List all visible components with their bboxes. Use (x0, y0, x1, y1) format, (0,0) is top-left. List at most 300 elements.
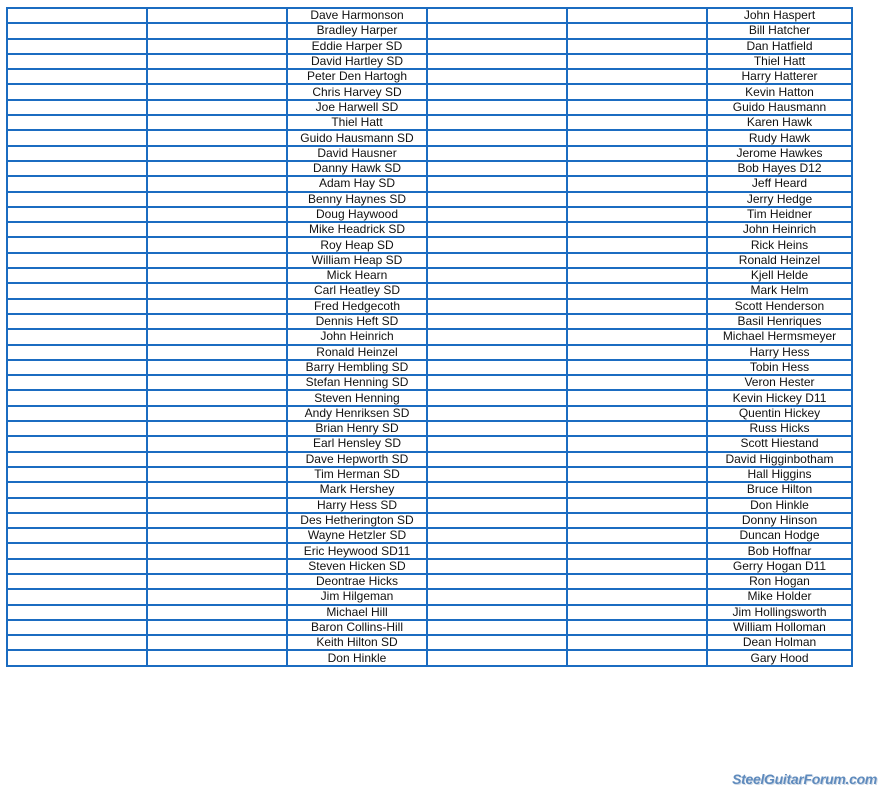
empty-cell (427, 130, 567, 145)
name-cell-left: Dave Harmonson (287, 8, 427, 23)
table-row (7, 574, 852, 589)
empty-cell (427, 421, 567, 436)
name-cell-right: Rudy Hawk (707, 130, 852, 145)
empty-cell (7, 345, 147, 360)
name-cell-left: Baron Collins-Hill (287, 620, 427, 635)
name-cell-right: Gary Hood (707, 650, 852, 665)
name-cell-right: Harry Hatterer (707, 69, 852, 84)
empty-cell (427, 574, 567, 589)
empty-cell (7, 650, 147, 665)
name-cell-right: Kevin Hatton (707, 84, 852, 99)
table-row (7, 115, 852, 130)
empty-cell (147, 406, 287, 421)
table-row (7, 237, 852, 252)
name-cell-right: Thiel Hatt (707, 54, 852, 69)
table-row (7, 39, 852, 54)
table-row (7, 605, 852, 620)
name-cell-left: Jim Hilgeman (287, 589, 427, 604)
empty-cell (147, 84, 287, 99)
empty-cell (427, 482, 567, 497)
name-cell-right: Dan Hatfield (707, 39, 852, 54)
empty-cell (7, 452, 147, 467)
name-cell-left: Adam Hay SD (287, 176, 427, 191)
name-cell-left: Bradley Harper (287, 23, 427, 38)
name-cell-right: William Holloman (707, 620, 852, 635)
name-cell-left: Michael Hill (287, 605, 427, 620)
empty-cell (427, 513, 567, 528)
table-row (7, 513, 852, 528)
empty-cell (427, 467, 567, 482)
empty-cell (427, 436, 567, 451)
name-cell-left: Carl Heatley SD (287, 283, 427, 298)
name-cell-right: Jeff Heard (707, 176, 852, 191)
empty-cell (567, 115, 707, 130)
empty-cell (7, 498, 147, 513)
empty-cell (147, 237, 287, 252)
name-cell-right: Ronald Heinzel (707, 253, 852, 268)
empty-cell (427, 146, 567, 161)
empty-cell (147, 452, 287, 467)
empty-cell (567, 574, 707, 589)
empty-cell (427, 268, 567, 283)
table-row (7, 635, 852, 650)
name-cell-right: Basil Henriques (707, 314, 852, 329)
empty-cell (7, 84, 147, 99)
name-cell-left: Barry Hembling SD (287, 360, 427, 375)
name-cell-right: Duncan Hodge (707, 528, 852, 543)
name-cell-right: Rick Heins (707, 237, 852, 252)
table-row (7, 283, 852, 298)
empty-cell (427, 543, 567, 558)
empty-cell (147, 375, 287, 390)
name-cell-right: Gerry Hogan D11 (707, 559, 852, 574)
name-cell-left: Dennis Heft SD (287, 314, 427, 329)
empty-cell (147, 146, 287, 161)
empty-cell (147, 23, 287, 38)
table-row (7, 452, 852, 467)
empty-cell (147, 161, 287, 176)
name-cell-left: Andy Henriksen SD (287, 406, 427, 421)
empty-cell (567, 390, 707, 405)
empty-cell (147, 574, 287, 589)
name-cell-left: Chris Harvey SD (287, 84, 427, 99)
empty-cell (427, 390, 567, 405)
name-cell-right: Guido Hausmann (707, 100, 852, 115)
empty-cell (567, 207, 707, 222)
name-cell-right: Russ Hicks (707, 421, 852, 436)
table-row (7, 268, 852, 283)
table-row (7, 299, 852, 314)
name-cell-left: Eric Heywood SD11 (287, 543, 427, 558)
empty-cell (7, 482, 147, 497)
empty-cell (7, 39, 147, 54)
name-cell-right: Scott Hiestand (707, 436, 852, 451)
name-cell-left: Stefan Henning SD (287, 375, 427, 390)
empty-cell (147, 268, 287, 283)
empty-cell (567, 161, 707, 176)
empty-cell (7, 299, 147, 314)
table-row (7, 23, 852, 38)
table-row (7, 345, 852, 360)
empty-cell (567, 498, 707, 513)
table-row (7, 528, 852, 543)
empty-cell (147, 436, 287, 451)
name-cell-left: Thiel Hatt (287, 115, 427, 130)
empty-cell (147, 543, 287, 558)
empty-cell (567, 237, 707, 252)
name-cell-left: Mark Hershey (287, 482, 427, 497)
empty-cell (147, 130, 287, 145)
name-cell-right: Jerry Hedge (707, 192, 852, 207)
empty-cell (147, 299, 287, 314)
empty-cell (7, 635, 147, 650)
name-cell-left: Earl Hensley SD (287, 436, 427, 451)
empty-cell (427, 54, 567, 69)
name-cell-right: Donny Hinson (707, 513, 852, 528)
table-row (7, 329, 852, 344)
empty-cell (567, 482, 707, 497)
name-cell-right: Michael Hermsmeyer (707, 329, 852, 344)
empty-cell (567, 283, 707, 298)
empty-cell (427, 345, 567, 360)
table-row (7, 161, 852, 176)
site-watermark-logo: SteelGuitarForum.com (732, 771, 877, 787)
empty-cell (567, 100, 707, 115)
empty-cell (147, 8, 287, 23)
empty-cell (147, 69, 287, 84)
name-cell-left: Peter Den Hartogh (287, 69, 427, 84)
empty-cell (7, 390, 147, 405)
table-row (7, 467, 852, 482)
empty-cell (7, 559, 147, 574)
name-cell-left: Doug Haywood (287, 207, 427, 222)
empty-cell (567, 543, 707, 558)
empty-cell (7, 207, 147, 222)
name-cell-right: Mark Helm (707, 283, 852, 298)
table-row (7, 650, 852, 665)
empty-cell (147, 253, 287, 268)
table-row (7, 222, 852, 237)
roster-table (6, 7, 853, 667)
empty-cell (427, 559, 567, 574)
table-row (7, 84, 852, 99)
name-cell-left: Joe Harwell SD (287, 100, 427, 115)
table-row (7, 54, 852, 69)
name-cell-right: Scott Henderson (707, 299, 852, 314)
table-row (7, 130, 852, 145)
name-cell-right: Dean Holman (707, 635, 852, 650)
empty-cell (427, 299, 567, 314)
empty-cell (7, 543, 147, 558)
empty-cell (427, 452, 567, 467)
name-cell-right: Kevin Hickey D11 (707, 390, 852, 405)
empty-cell (567, 528, 707, 543)
empty-cell (7, 268, 147, 283)
table-row (7, 207, 852, 222)
table-row (7, 176, 852, 191)
empty-cell (567, 467, 707, 482)
name-cell-left: William Heap SD (287, 253, 427, 268)
empty-cell (567, 589, 707, 604)
empty-cell (427, 39, 567, 54)
empty-cell (427, 84, 567, 99)
empty-cell (567, 23, 707, 38)
name-cell-right: Harry Hess (707, 345, 852, 360)
name-cell-right: Bill Hatcher (707, 23, 852, 38)
table-row (7, 620, 852, 635)
empty-cell (427, 528, 567, 543)
empty-cell (567, 421, 707, 436)
empty-cell (147, 620, 287, 635)
empty-cell (567, 605, 707, 620)
empty-cell (427, 650, 567, 665)
empty-cell (427, 8, 567, 23)
empty-cell (427, 498, 567, 513)
empty-cell (427, 329, 567, 344)
empty-cell (147, 559, 287, 574)
empty-cell (7, 222, 147, 237)
name-cell-left: Mick Hearn (287, 268, 427, 283)
name-cell-left: Mike Headrick SD (287, 222, 427, 237)
empty-cell (567, 253, 707, 268)
name-cell-right: Hall Higgins (707, 467, 852, 482)
empty-cell (427, 283, 567, 298)
empty-cell (147, 192, 287, 207)
empty-cell (147, 115, 287, 130)
empty-cell (567, 8, 707, 23)
table-row (7, 406, 852, 421)
empty-cell (567, 54, 707, 69)
empty-cell (147, 605, 287, 620)
empty-cell (427, 222, 567, 237)
empty-cell (427, 237, 567, 252)
name-cell-right: John Heinrich (707, 222, 852, 237)
roster-body (7, 8, 852, 666)
name-cell-left: Harry Hess SD (287, 498, 427, 513)
empty-cell (147, 467, 287, 482)
name-cell-right: Quentin Hickey (707, 406, 852, 421)
empty-cell (567, 39, 707, 54)
table-row (7, 360, 852, 375)
name-cell-right: Kjell Helde (707, 268, 852, 283)
empty-cell (7, 23, 147, 38)
empty-cell (7, 314, 147, 329)
name-cell-left: Don Hinkle (287, 650, 427, 665)
name-cell-right: Bruce Hilton (707, 482, 852, 497)
empty-cell (147, 54, 287, 69)
empty-cell (427, 406, 567, 421)
name-cell-right: Jim Hollingsworth (707, 605, 852, 620)
name-cell-left: Dave Hepworth SD (287, 452, 427, 467)
empty-cell (7, 146, 147, 161)
empty-cell (147, 650, 287, 665)
empty-cell (427, 23, 567, 38)
name-cell-left: Eddie Harper SD (287, 39, 427, 54)
empty-cell (147, 176, 287, 191)
empty-cell (427, 589, 567, 604)
empty-cell (7, 421, 147, 436)
empty-cell (7, 436, 147, 451)
empty-cell (427, 620, 567, 635)
name-cell-left: John Heinrich (287, 329, 427, 344)
name-cell-left: Steven Hicken SD (287, 559, 427, 574)
empty-cell (7, 8, 147, 23)
name-cell-left: Deontrae Hicks (287, 574, 427, 589)
empty-cell (567, 406, 707, 421)
table-row (7, 314, 852, 329)
empty-cell (7, 360, 147, 375)
name-cell-left: Danny Hawk SD (287, 161, 427, 176)
empty-cell (567, 268, 707, 283)
empty-cell (427, 207, 567, 222)
name-cell-right: Jerome Hawkes (707, 146, 852, 161)
name-cell-right: Don Hinkle (707, 498, 852, 513)
empty-cell (147, 421, 287, 436)
empty-cell (147, 222, 287, 237)
empty-cell (147, 482, 287, 497)
empty-cell (567, 635, 707, 650)
empty-cell (7, 237, 147, 252)
table-row (7, 498, 852, 513)
empty-cell (567, 314, 707, 329)
empty-cell (7, 283, 147, 298)
table-row (7, 543, 852, 558)
empty-cell (427, 635, 567, 650)
empty-cell (7, 100, 147, 115)
name-cell-left: David Hausner (287, 146, 427, 161)
name-cell-right: Bob Hoffnar (707, 543, 852, 558)
table-row (7, 375, 852, 390)
name-cell-right: John Haspert (707, 8, 852, 23)
empty-cell (7, 513, 147, 528)
table-row (7, 100, 852, 115)
empty-cell (427, 100, 567, 115)
table-row (7, 69, 852, 84)
empty-cell (427, 176, 567, 191)
name-cell-left: Des Hetherington SD (287, 513, 427, 528)
table-row (7, 253, 852, 268)
empty-cell (427, 69, 567, 84)
empty-cell (567, 130, 707, 145)
name-cell-left: Steven Henning (287, 390, 427, 405)
name-cell-right: Mike Holder (707, 589, 852, 604)
empty-cell (147, 283, 287, 298)
empty-cell (147, 498, 287, 513)
empty-cell (7, 192, 147, 207)
table-row (7, 559, 852, 574)
empty-cell (7, 406, 147, 421)
empty-cell (567, 329, 707, 344)
empty-cell (7, 467, 147, 482)
empty-cell (7, 54, 147, 69)
empty-cell (147, 207, 287, 222)
name-cell-left: Benny Haynes SD (287, 192, 427, 207)
empty-cell (427, 192, 567, 207)
name-cell-left: Keith Hilton SD (287, 635, 427, 650)
empty-cell (7, 115, 147, 130)
empty-cell (567, 146, 707, 161)
name-cell-left: Ronald Heinzel (287, 345, 427, 360)
empty-cell (7, 589, 147, 604)
table-row (7, 589, 852, 604)
table-row (7, 436, 852, 451)
empty-cell (567, 513, 707, 528)
empty-cell (567, 345, 707, 360)
empty-cell (7, 176, 147, 191)
name-cell-left: Fred Hedgecoth (287, 299, 427, 314)
empty-cell (147, 360, 287, 375)
empty-cell (567, 452, 707, 467)
empty-cell (147, 589, 287, 604)
empty-cell (147, 39, 287, 54)
name-cell-left: David Hartley SD (287, 54, 427, 69)
name-cell-right: Karen Hawk (707, 115, 852, 130)
empty-cell (567, 436, 707, 451)
name-cell-right: David Higginbotham (707, 452, 852, 467)
empty-cell (567, 222, 707, 237)
name-cell-right: Veron Hester (707, 375, 852, 390)
name-cell-right: Tobin Hess (707, 360, 852, 375)
name-cell-right: Ron Hogan (707, 574, 852, 589)
table-row (7, 192, 852, 207)
empty-cell (7, 130, 147, 145)
name-cell-left: Tim Herman SD (287, 467, 427, 482)
empty-cell (567, 650, 707, 665)
empty-cell (427, 375, 567, 390)
empty-cell (7, 574, 147, 589)
empty-cell (427, 161, 567, 176)
empty-cell (567, 559, 707, 574)
empty-cell (147, 314, 287, 329)
empty-cell (7, 253, 147, 268)
empty-cell (147, 329, 287, 344)
empty-cell (567, 299, 707, 314)
empty-cell (567, 69, 707, 84)
empty-cell (427, 360, 567, 375)
empty-cell (147, 513, 287, 528)
empty-cell (147, 345, 287, 360)
empty-cell (567, 192, 707, 207)
table-row (7, 421, 852, 436)
empty-cell (427, 605, 567, 620)
table-row (7, 482, 852, 497)
empty-cell (7, 69, 147, 84)
empty-cell (7, 161, 147, 176)
table-row (7, 146, 852, 161)
empty-cell (567, 176, 707, 191)
empty-cell (427, 253, 567, 268)
empty-cell (7, 375, 147, 390)
empty-cell (567, 375, 707, 390)
empty-cell (427, 115, 567, 130)
name-cell-left: Guido Hausmann SD (287, 130, 427, 145)
name-cell-left: Wayne Hetzler SD (287, 528, 427, 543)
empty-cell (147, 635, 287, 650)
name-cell-left: Brian Henry SD (287, 421, 427, 436)
empty-cell (427, 314, 567, 329)
table-row (7, 390, 852, 405)
name-cell-right: Tim Heidner (707, 207, 852, 222)
name-cell-right: Bob Hayes D12 (707, 161, 852, 176)
empty-cell (567, 360, 707, 375)
table-row (7, 8, 852, 23)
empty-cell (567, 620, 707, 635)
empty-cell (147, 100, 287, 115)
empty-cell (7, 605, 147, 620)
empty-cell (147, 390, 287, 405)
empty-cell (7, 329, 147, 344)
empty-cell (7, 620, 147, 635)
